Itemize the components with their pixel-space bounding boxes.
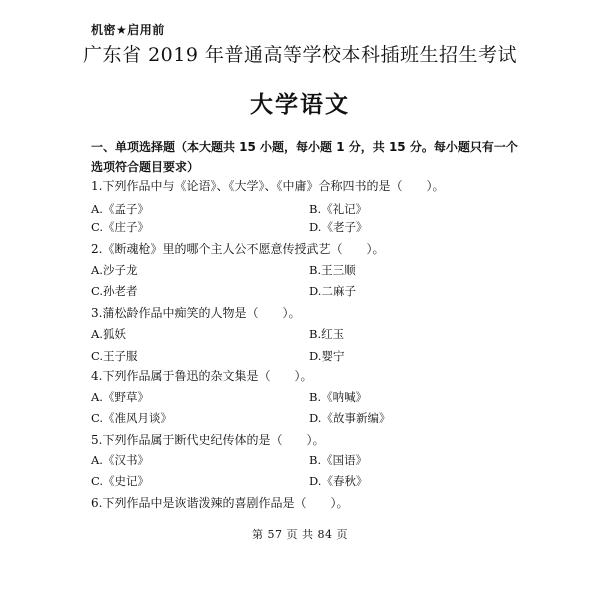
question-stem: 3.蒲松龄作品中痴笑的人物是（ ）。 (91, 306, 301, 320)
option-d: D.《老子》 (309, 220, 368, 234)
page-number: 第 57 页 共 84 页 (252, 528, 348, 541)
option-c: C.孙老者 (91, 284, 138, 298)
option-a: A.沙子龙 (91, 263, 138, 277)
confidential-label: 机密★启用前 (91, 23, 165, 37)
option-d: D.二麻子 (309, 284, 356, 298)
option-a: A.《孟子》 (91, 202, 149, 216)
option-d: D.《故事新编》 (309, 411, 391, 425)
section-heading: 一、单项选择题（本大题共 15 小题，每小题 1 分，共 15 分。每小题只有一个选项符合题目要求） (91, 140, 518, 174)
option-c: C.王子服 (91, 349, 138, 363)
option-c: C.《庄子》 (91, 220, 150, 234)
option-b: B.《呐喊》 (309, 390, 368, 404)
option-d: D.婴宁 (309, 349, 345, 363)
question-stem: 6.下列作品中是诙谐泼辣的喜剧作品是（ ）。 (91, 496, 349, 510)
question-stem: 5.下列作品属于断代史纪传体的是（ ）。 (91, 433, 325, 447)
option-b: B.王三顺 (309, 263, 356, 277)
option-b: B.红玉 (309, 327, 345, 341)
question-stem: 2.《断魂枪》里的哪个主人公不愿意传授武艺（ ）。 (91, 242, 385, 256)
exam-title: 广东省 2019 年普通高等学校本科插班生招生考试 (83, 44, 517, 66)
option-c: C.《准风月谈》 (91, 411, 173, 425)
option-a: A.《野草》 (91, 390, 149, 404)
option-c: C.《史记》 (91, 474, 150, 488)
option-d: D.《春秋》 (309, 474, 368, 488)
question-stem: 4.下列作品属于鲁迅的杂文集是（ ）。 (91, 369, 313, 383)
option-b: B.《国语》 (309, 453, 368, 467)
question-stem: 1.下列作品中与《论语》、《大学》、《中庸》合称四书的是（ ）。 (91, 179, 445, 193)
option-a: A.狐妖 (91, 327, 126, 341)
option-b: B.《礼记》 (309, 202, 368, 216)
option-a: A.《汉书》 (91, 453, 149, 467)
subject-title: 大学语文 (250, 92, 350, 118)
